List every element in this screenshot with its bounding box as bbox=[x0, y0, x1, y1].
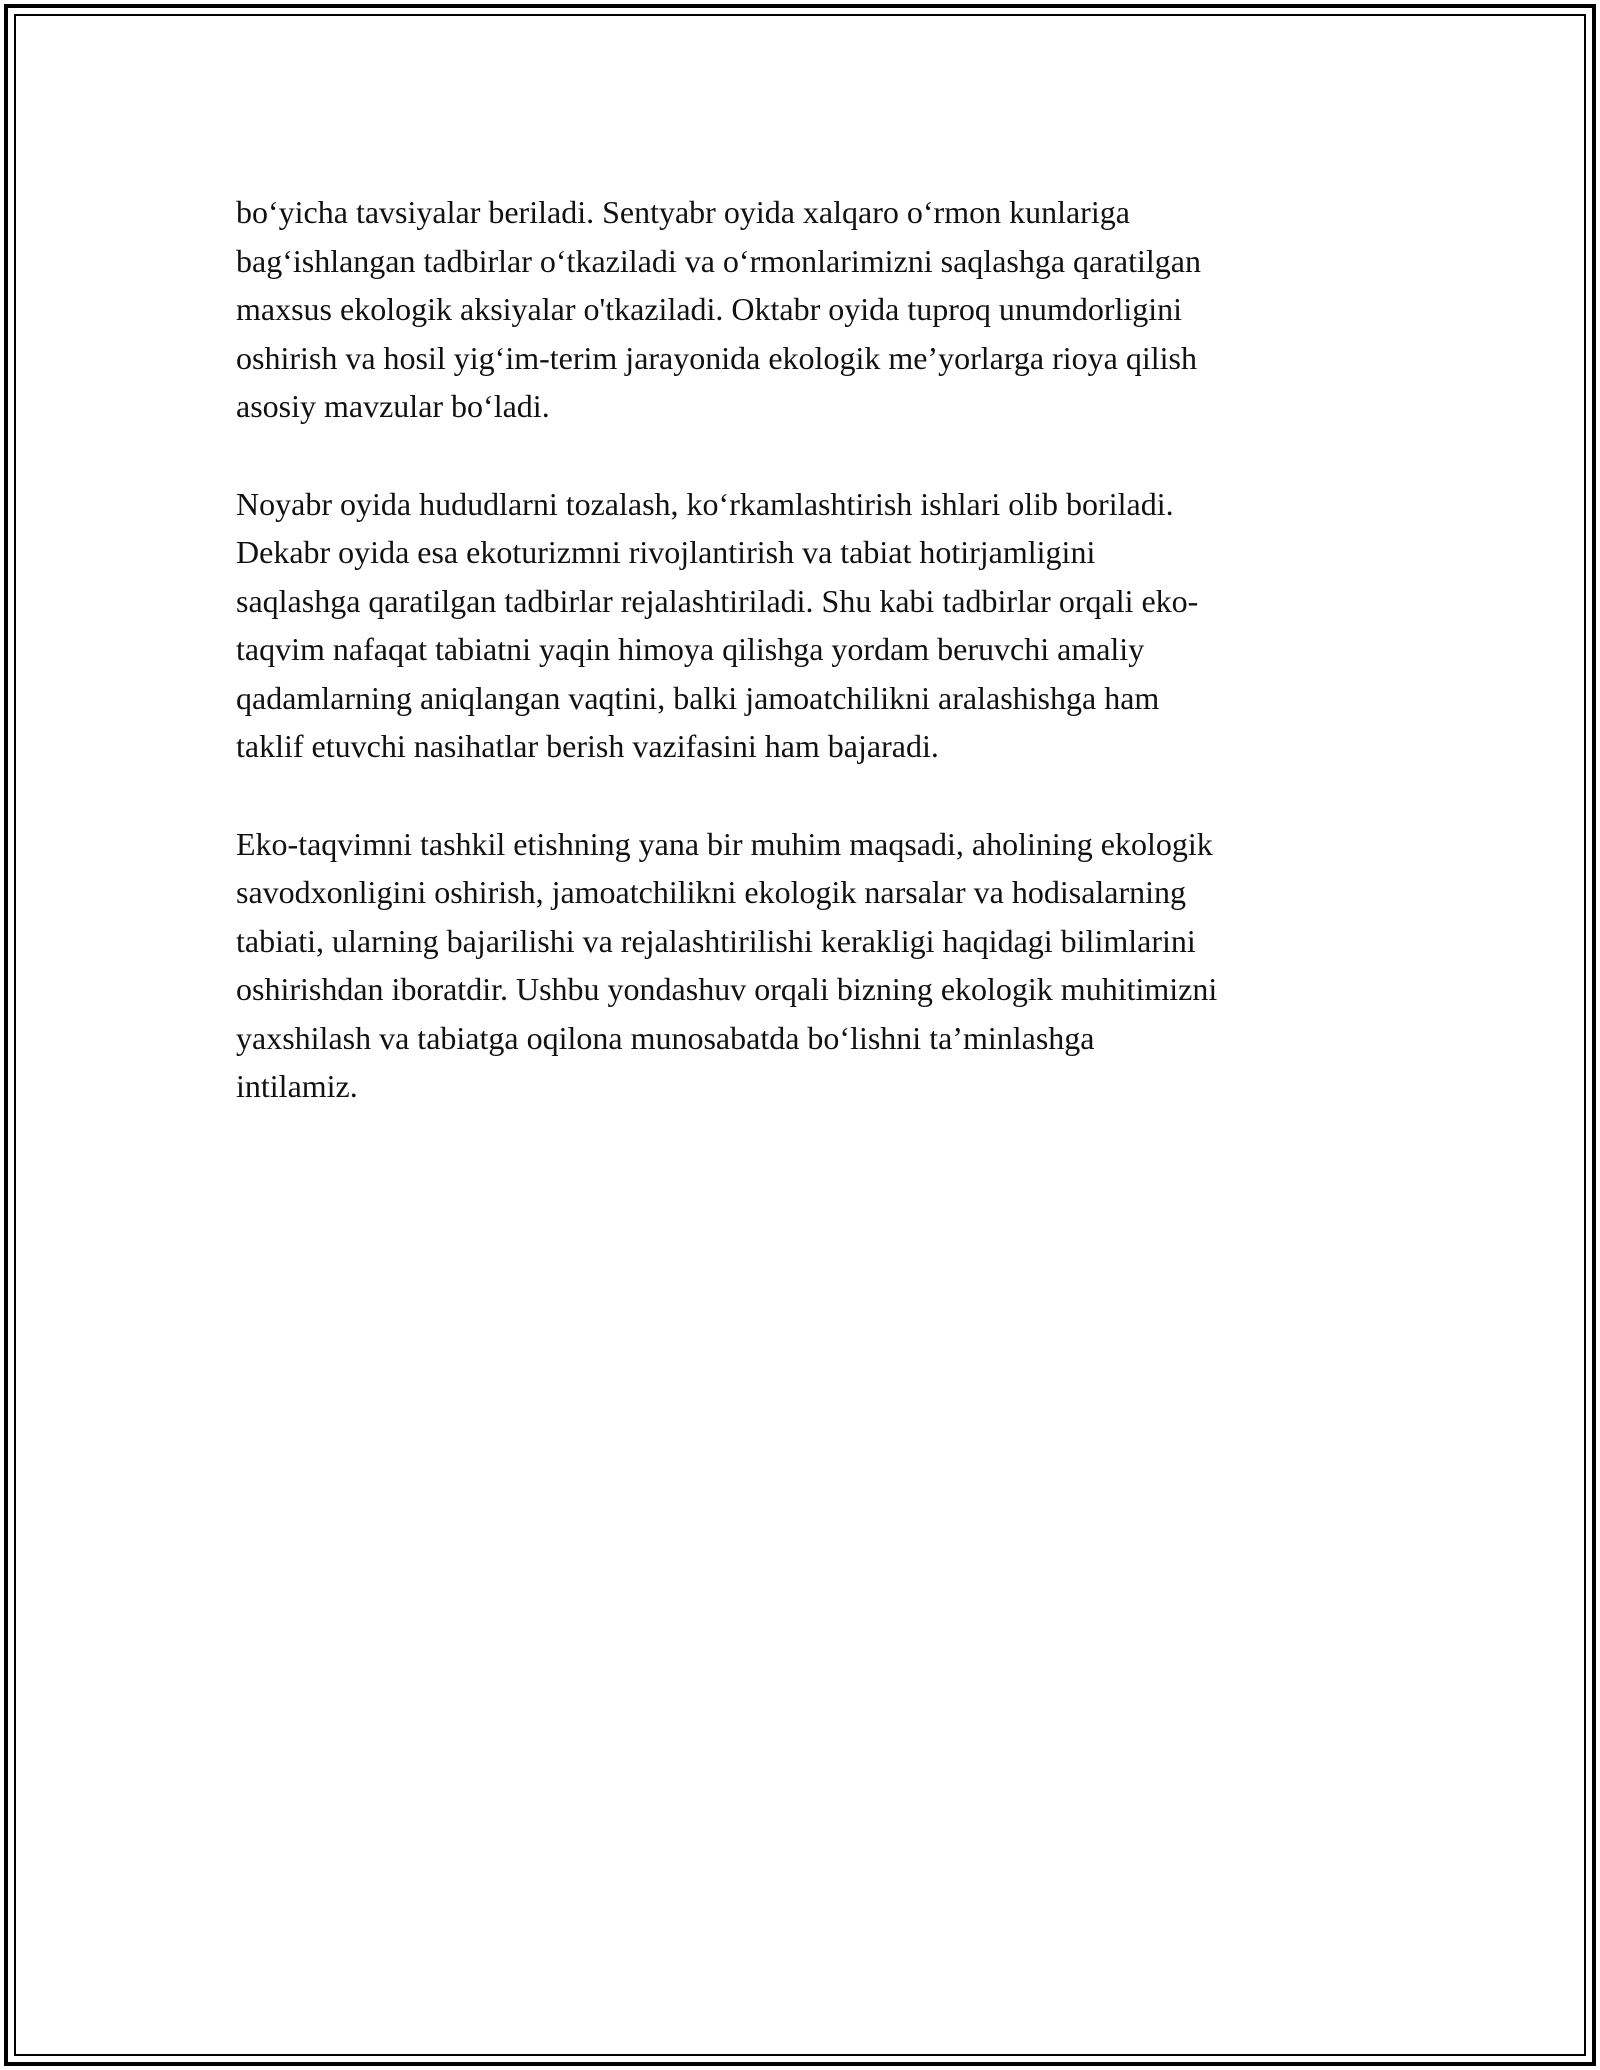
paragraph: Noyabr oyida hududlarni tozalash, ko‘rkamlashtirish ishlari olib boriladi. Dekabr oyida esa ekoturizmni rivojlantirish va tabiat hotirjamligini saqlashga qaratilgan tadbirlar rejalashtiriladi. Shu kabi tadbirlar orqali eko- taqvim nafaqat tabiatni yaqin himoya qilishga yordam beruvchi amaliy qadamlarning aniqlangan vaqtini, balki jamoatchilikni aralashishga ham taklif etuvchi nasihatlar berish vazifasini ham bajaradi. bbox=[236, 485, 1199, 764]
document-body bbox=[236, 188, 1376, 1160]
paragraph: Eko-taqvimni tashkil etishning yana bir muhim maqsadi, aholining ekologik savodxonligini oshirish, jamoatchilikni ekologik narsalar va hodisalarning tabiati, ularning bajarilishi va rejalashtirilishi kerakligi haqidagi bilimlarini oshirishdan iboratdir. Ushbu yondashuv orqali bizning ekologik muhitimizni yaxshilash va tabiatga oqilona munosabatda bo‘lishni ta’minlashga intilamiz. bbox=[236, 825, 1218, 1104]
paragraph: bo‘yicha tavsiyalar beriladi. Sentyabr oyida xalqaro o‘rmon kunlariga bag‘ishlangan tadbirlar o‘tkaziladi va o‘rmonlarimizni saqlashga qaratilgan maxsus ekologik aksiyalar o'tkaziladi. Oktabr oyida tuproq unumdorligini oshirish va hosil yig‘im-terim jarayonida ekologik me’yorlarga rioya qilish asosiy mavzular bo‘ladi. bbox=[236, 194, 1201, 424]
